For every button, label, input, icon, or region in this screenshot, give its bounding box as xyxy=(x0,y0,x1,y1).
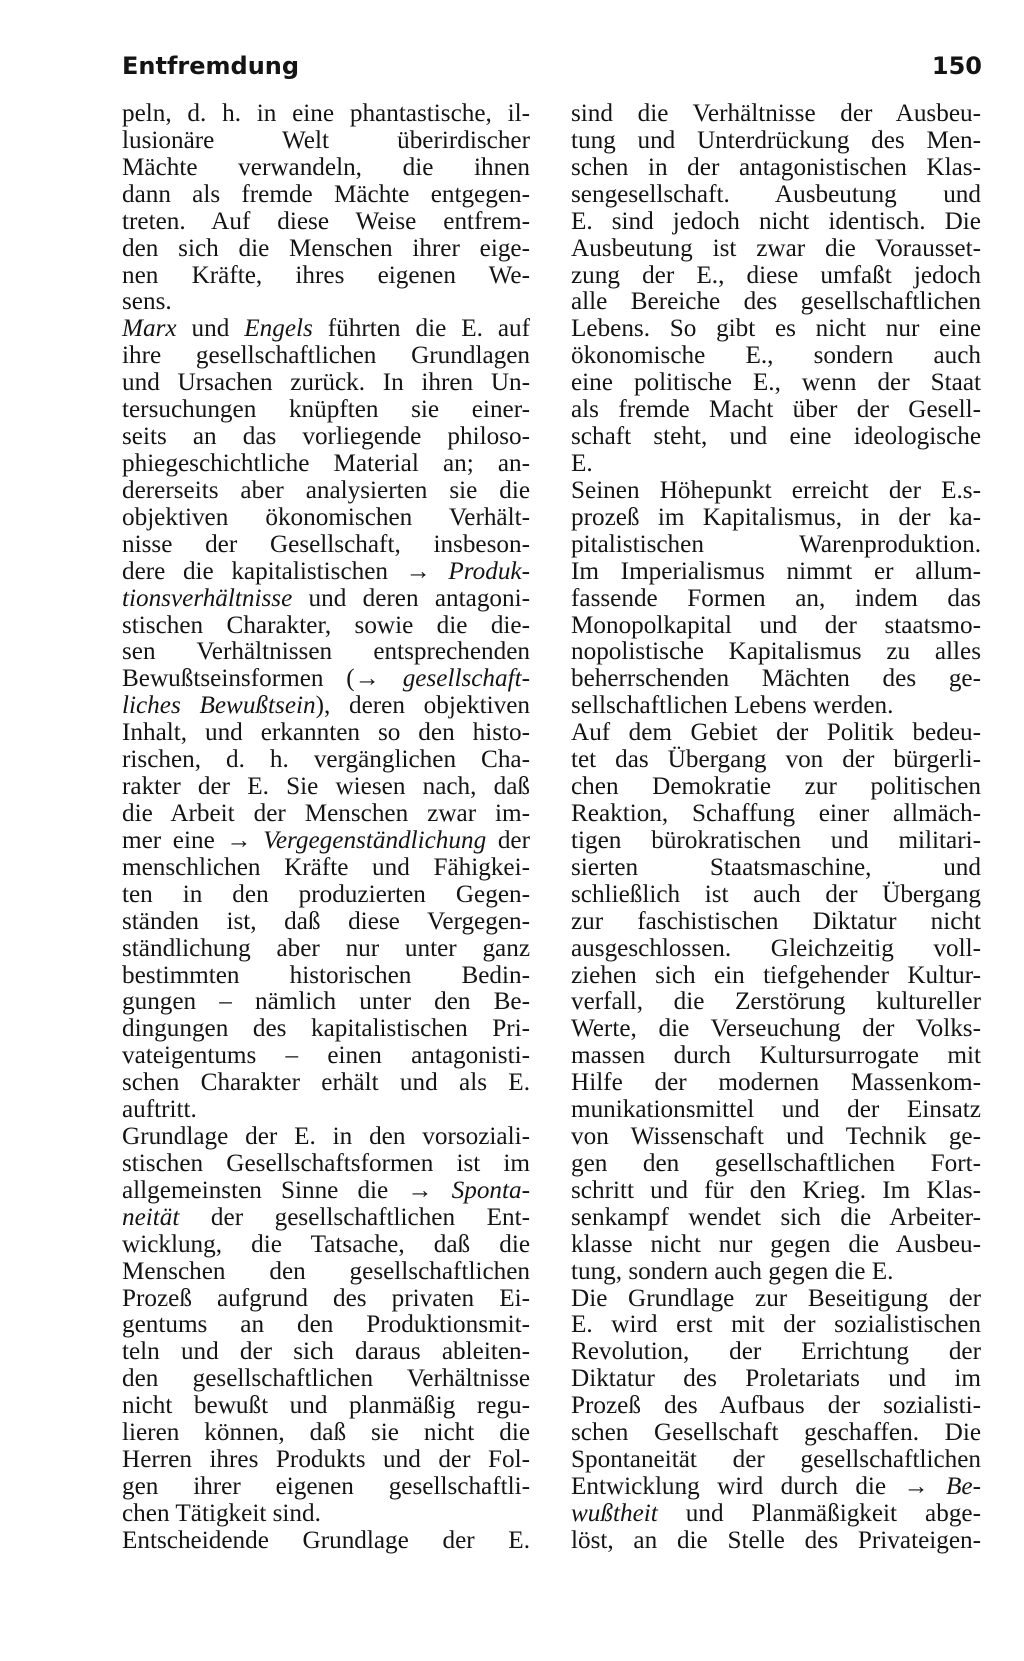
text-line xyxy=(571,1474,981,1501)
text-line xyxy=(122,586,530,613)
text-line: seits an das vorliegende philoso- xyxy=(122,423,530,451)
text-line: auftritt. xyxy=(122,1096,197,1124)
text-line: Prozeß aufgrund des privaten Ei- xyxy=(122,1284,530,1312)
text-line: sind die Verhältnisse der Ausbeu- xyxy=(571,100,981,127)
running-head xyxy=(122,46,982,86)
text-line: Entscheidende Grundlage der E. xyxy=(122,1526,530,1554)
text-line: ständen ist, daß diese Vergegen- xyxy=(122,907,530,935)
italic-term: Produk- xyxy=(448,557,530,585)
text-segment: führten die E. auf xyxy=(312,315,530,343)
text-line: ihre gesellschaftlichen Grundlagen xyxy=(122,342,530,370)
text-line: rischen, d. h. vergänglichen Cha- xyxy=(122,746,530,774)
text-line: gen den gesellschaftlichen Fort- xyxy=(571,1149,981,1177)
text-line: gungen – nämlich unter den Be- xyxy=(122,988,530,1016)
text-line: Herren ihres Produkts und der Fol- xyxy=(122,1446,530,1474)
text-line xyxy=(122,1205,530,1232)
left-text-column xyxy=(122,101,530,1555)
text-line: ziehen sich ein tiefgehender Kultur- xyxy=(571,961,981,989)
text-segment: und Planmäßigkeit abge- xyxy=(657,1499,981,1527)
text-line: wicklung, die Tatsache, daß die xyxy=(122,1230,530,1258)
text-line: und Ursachen zurück. In ihren Un- xyxy=(122,369,530,397)
text-line: Grundlage der E. in den vorsoziali- xyxy=(122,1123,530,1151)
text-line: tet das Übergang von der bürgerli- xyxy=(571,746,981,774)
text-line xyxy=(122,693,530,720)
text-line: nen Kräfte, ihres eigenen We- xyxy=(122,261,530,289)
text-line: den sich die Menschen ihrer eige- xyxy=(122,234,530,262)
text-line: senkampf wendet sich die Arbeiter- xyxy=(571,1203,981,1231)
text-line: Seinen Höhepunkt erreicht der E.s- xyxy=(571,476,981,504)
text-segment: mer eine → xyxy=(122,826,264,854)
text-line: lieren können, daß sie nicht die xyxy=(122,1419,530,1447)
text-line: schen Charakter erhält und als E. xyxy=(122,1069,530,1097)
text-segment: Entwicklung wird durch die → xyxy=(571,1473,947,1501)
text-line: ausgeschlossen. Gleichzeitig voll- xyxy=(571,934,981,962)
text-line: tung und Unterdrückung des Men- xyxy=(571,126,981,154)
text-line: Hilfe der modernen Massenkom- xyxy=(571,1069,981,1097)
text-line: als fremde Macht über der Gesell- xyxy=(571,396,981,424)
text-line xyxy=(122,559,530,586)
text-line: sellschaftlichen Lebens werden. xyxy=(571,692,894,720)
text-line: Reaktion, Schaffung einer allmäch- xyxy=(571,799,981,827)
text-line: zung der E., diese umfaßt jedoch xyxy=(571,261,981,289)
text-line: Lebens. So gibt es nicht nur eine xyxy=(571,315,981,343)
text-line: Diktatur des Proletariats und im xyxy=(571,1365,981,1393)
text-line: den gesellschaftlichen Verhältnisse xyxy=(122,1365,530,1393)
text-line xyxy=(122,666,530,693)
text-line: sierten Staatsmaschine, und xyxy=(571,853,981,881)
text-line: fassende Formen an, indem das xyxy=(571,584,981,612)
page-number: 150 xyxy=(931,52,982,80)
text-line xyxy=(122,1178,530,1205)
text-segment: der xyxy=(486,826,531,854)
text-line: prozeß im Kapitalismus, in der ka- xyxy=(571,503,981,531)
text-line: chen Tätigkeit sind. xyxy=(122,1499,321,1527)
text-line xyxy=(122,316,530,343)
text-segment: allgemeinsten Sinne die → xyxy=(122,1176,452,1204)
text-line: vateigentums – einen antagonisti- xyxy=(122,1042,530,1070)
text-segment: dere die kapitalistischen → xyxy=(122,557,449,585)
page-title: Entfremdung xyxy=(122,52,300,80)
text-line: munikationsmittel und der Einsatz xyxy=(571,1096,981,1124)
text-line: Die Grundlage zur Beseitigung der xyxy=(571,1284,981,1312)
text-line: von Wissenschaft und Technik ge- xyxy=(571,1123,981,1151)
text-line: dann als fremde Mächte entgegen- xyxy=(122,180,530,208)
text-line: tigen bürokratischen und militari- xyxy=(571,826,981,854)
text-line: gentums an den Produktionsmit- xyxy=(122,1311,530,1339)
italic-term: Marx xyxy=(122,315,177,343)
text-line: ten in den produzierten Gegen- xyxy=(122,880,530,908)
text-line xyxy=(571,1501,981,1528)
text-line: phiegeschichtliche Material an; an- xyxy=(122,449,530,477)
text-line: klasse nicht nur gegen die Ausbeu- xyxy=(571,1230,981,1258)
text-line: menschlichen Kräfte und Fähigkei- xyxy=(122,853,530,881)
text-segment: Bewußtseinsformen (→ xyxy=(122,665,403,693)
text-line: Monopolkapital und der staatsmo- xyxy=(571,611,981,639)
text-line: stischen Gesellschaftsformen ist im xyxy=(122,1149,530,1177)
text-line: dingungen des kapitalistischen Pri- xyxy=(122,1015,530,1043)
text-line: ökonomische E., sondern auch xyxy=(571,342,981,370)
text-line: rakter der E. Sie wiesen nach, daß xyxy=(122,773,530,801)
text-line: sens. xyxy=(122,288,172,316)
text-line: schen in der antagonistischen Klas- xyxy=(571,153,981,181)
italic-term: gesellschaft- xyxy=(402,665,530,693)
text-line: Prozeß des Aufbaus der sozialisti- xyxy=(571,1392,981,1420)
text-line: E. wird erst mit der sozialistischen xyxy=(571,1311,981,1339)
text-line: schritt und für den Krieg. Im Klas- xyxy=(571,1176,981,1204)
text-line: Ausbeutung ist zwar die Vorausset- xyxy=(571,234,981,262)
italic-term: Be- xyxy=(946,1473,981,1501)
text-line: schließlich ist auch der Übergang xyxy=(571,880,981,908)
text-line: nisse der Gesellschaft, insbeson- xyxy=(122,530,530,558)
italic-term: tionsverhältnisse xyxy=(122,584,293,612)
text-segment: und xyxy=(176,315,245,343)
text-line: beherrschenden Mächten des ge- xyxy=(571,665,981,693)
text-line: nopolistische Kapitalismus zu alles xyxy=(571,638,981,666)
text-line: tung, sondern auch gegen die E. xyxy=(571,1257,894,1285)
text-line: treten. Auf diese Weise entfrem- xyxy=(122,207,530,235)
text-line: pitalistischen Warenproduktion. xyxy=(571,530,981,558)
text-line: löst, an die Stelle des Privateigen- xyxy=(571,1526,981,1554)
text-line: peln, d. h. in eine phantastische, il- xyxy=(122,100,530,127)
italic-term: Engels xyxy=(244,315,313,343)
italic-term: liches Bewußtsein xyxy=(122,692,316,720)
italic-term: Vergegenständlichung xyxy=(263,826,487,854)
text-segment: und deren antagoni- xyxy=(292,584,530,612)
italic-term: wußtheit xyxy=(571,1499,658,1527)
text-line: lusionäre Welt überirdischer xyxy=(122,126,530,154)
text-line: Menschen den gesellschaftlichen xyxy=(122,1257,530,1285)
text-line: Im Imperialismus nimmt er allum- xyxy=(571,557,981,585)
text-line: dererseits aber analysierten sie die xyxy=(122,476,530,504)
text-line: schen Gesellschaft geschaffen. Die xyxy=(571,1419,981,1447)
text-line: Revolution, der Errichtung der xyxy=(571,1338,981,1366)
text-line: E. sind jedoch nicht identisch. Die xyxy=(571,207,981,235)
text-line xyxy=(122,828,530,855)
text-line: ständlichung aber nur unter ganz xyxy=(122,934,530,962)
text-line: massen durch Kultursurrogate mit xyxy=(571,1042,981,1070)
text-line: Mächte verwandeln, die ihnen xyxy=(122,153,530,181)
text-line: alle Bereiche des gesellschaftlichen xyxy=(571,288,981,316)
text-line: nicht bewußt und planmäßig regu- xyxy=(122,1392,530,1420)
italic-term: neität xyxy=(122,1203,180,1231)
text-line: gen ihrer eigenen gesellschaftli- xyxy=(122,1473,530,1501)
text-line: zur faschistischen Diktatur nicht xyxy=(571,907,981,935)
text-line: Auf dem Gebiet der Politik bedeu- xyxy=(571,719,981,747)
text-segment: der gesellschaftlichen Ent- xyxy=(179,1203,530,1231)
text-segment: ), deren objektiven xyxy=(315,692,530,720)
text-line: sengesellschaft. Ausbeutung und xyxy=(571,180,981,208)
text-line: die Arbeit der Menschen zwar im- xyxy=(122,799,530,827)
text-line: Inhalt, und erkannten so den histo- xyxy=(122,719,530,747)
text-line: tersuchungen knüpften sie einer- xyxy=(122,396,530,424)
right-text-column xyxy=(571,101,981,1555)
italic-term: Sponta- xyxy=(451,1176,530,1204)
text-line: Werte, die Verseuchung der Volks- xyxy=(571,1015,981,1043)
text-line: teln und der sich daraus ableiten- xyxy=(122,1338,530,1366)
text-line: E. xyxy=(571,449,593,477)
text-line: objektiven ökonomischen Verhält- xyxy=(122,503,530,531)
text-line: chen Demokratie zur politischen xyxy=(571,773,981,801)
text-line: verfall, die Zerstörung kultureller xyxy=(571,988,981,1016)
text-line: schaft steht, und eine ideologische xyxy=(571,423,981,451)
text-line: eine politische E., wenn der Staat xyxy=(571,369,981,397)
text-line: Spontaneität der gesellschaftlichen xyxy=(571,1446,981,1474)
text-line: bestimmten historischen Bedin- xyxy=(122,961,530,989)
text-line: sen Verhältnissen entsprechenden xyxy=(122,638,530,666)
text-line: stischen Charakter, sowie die die- xyxy=(122,611,530,639)
